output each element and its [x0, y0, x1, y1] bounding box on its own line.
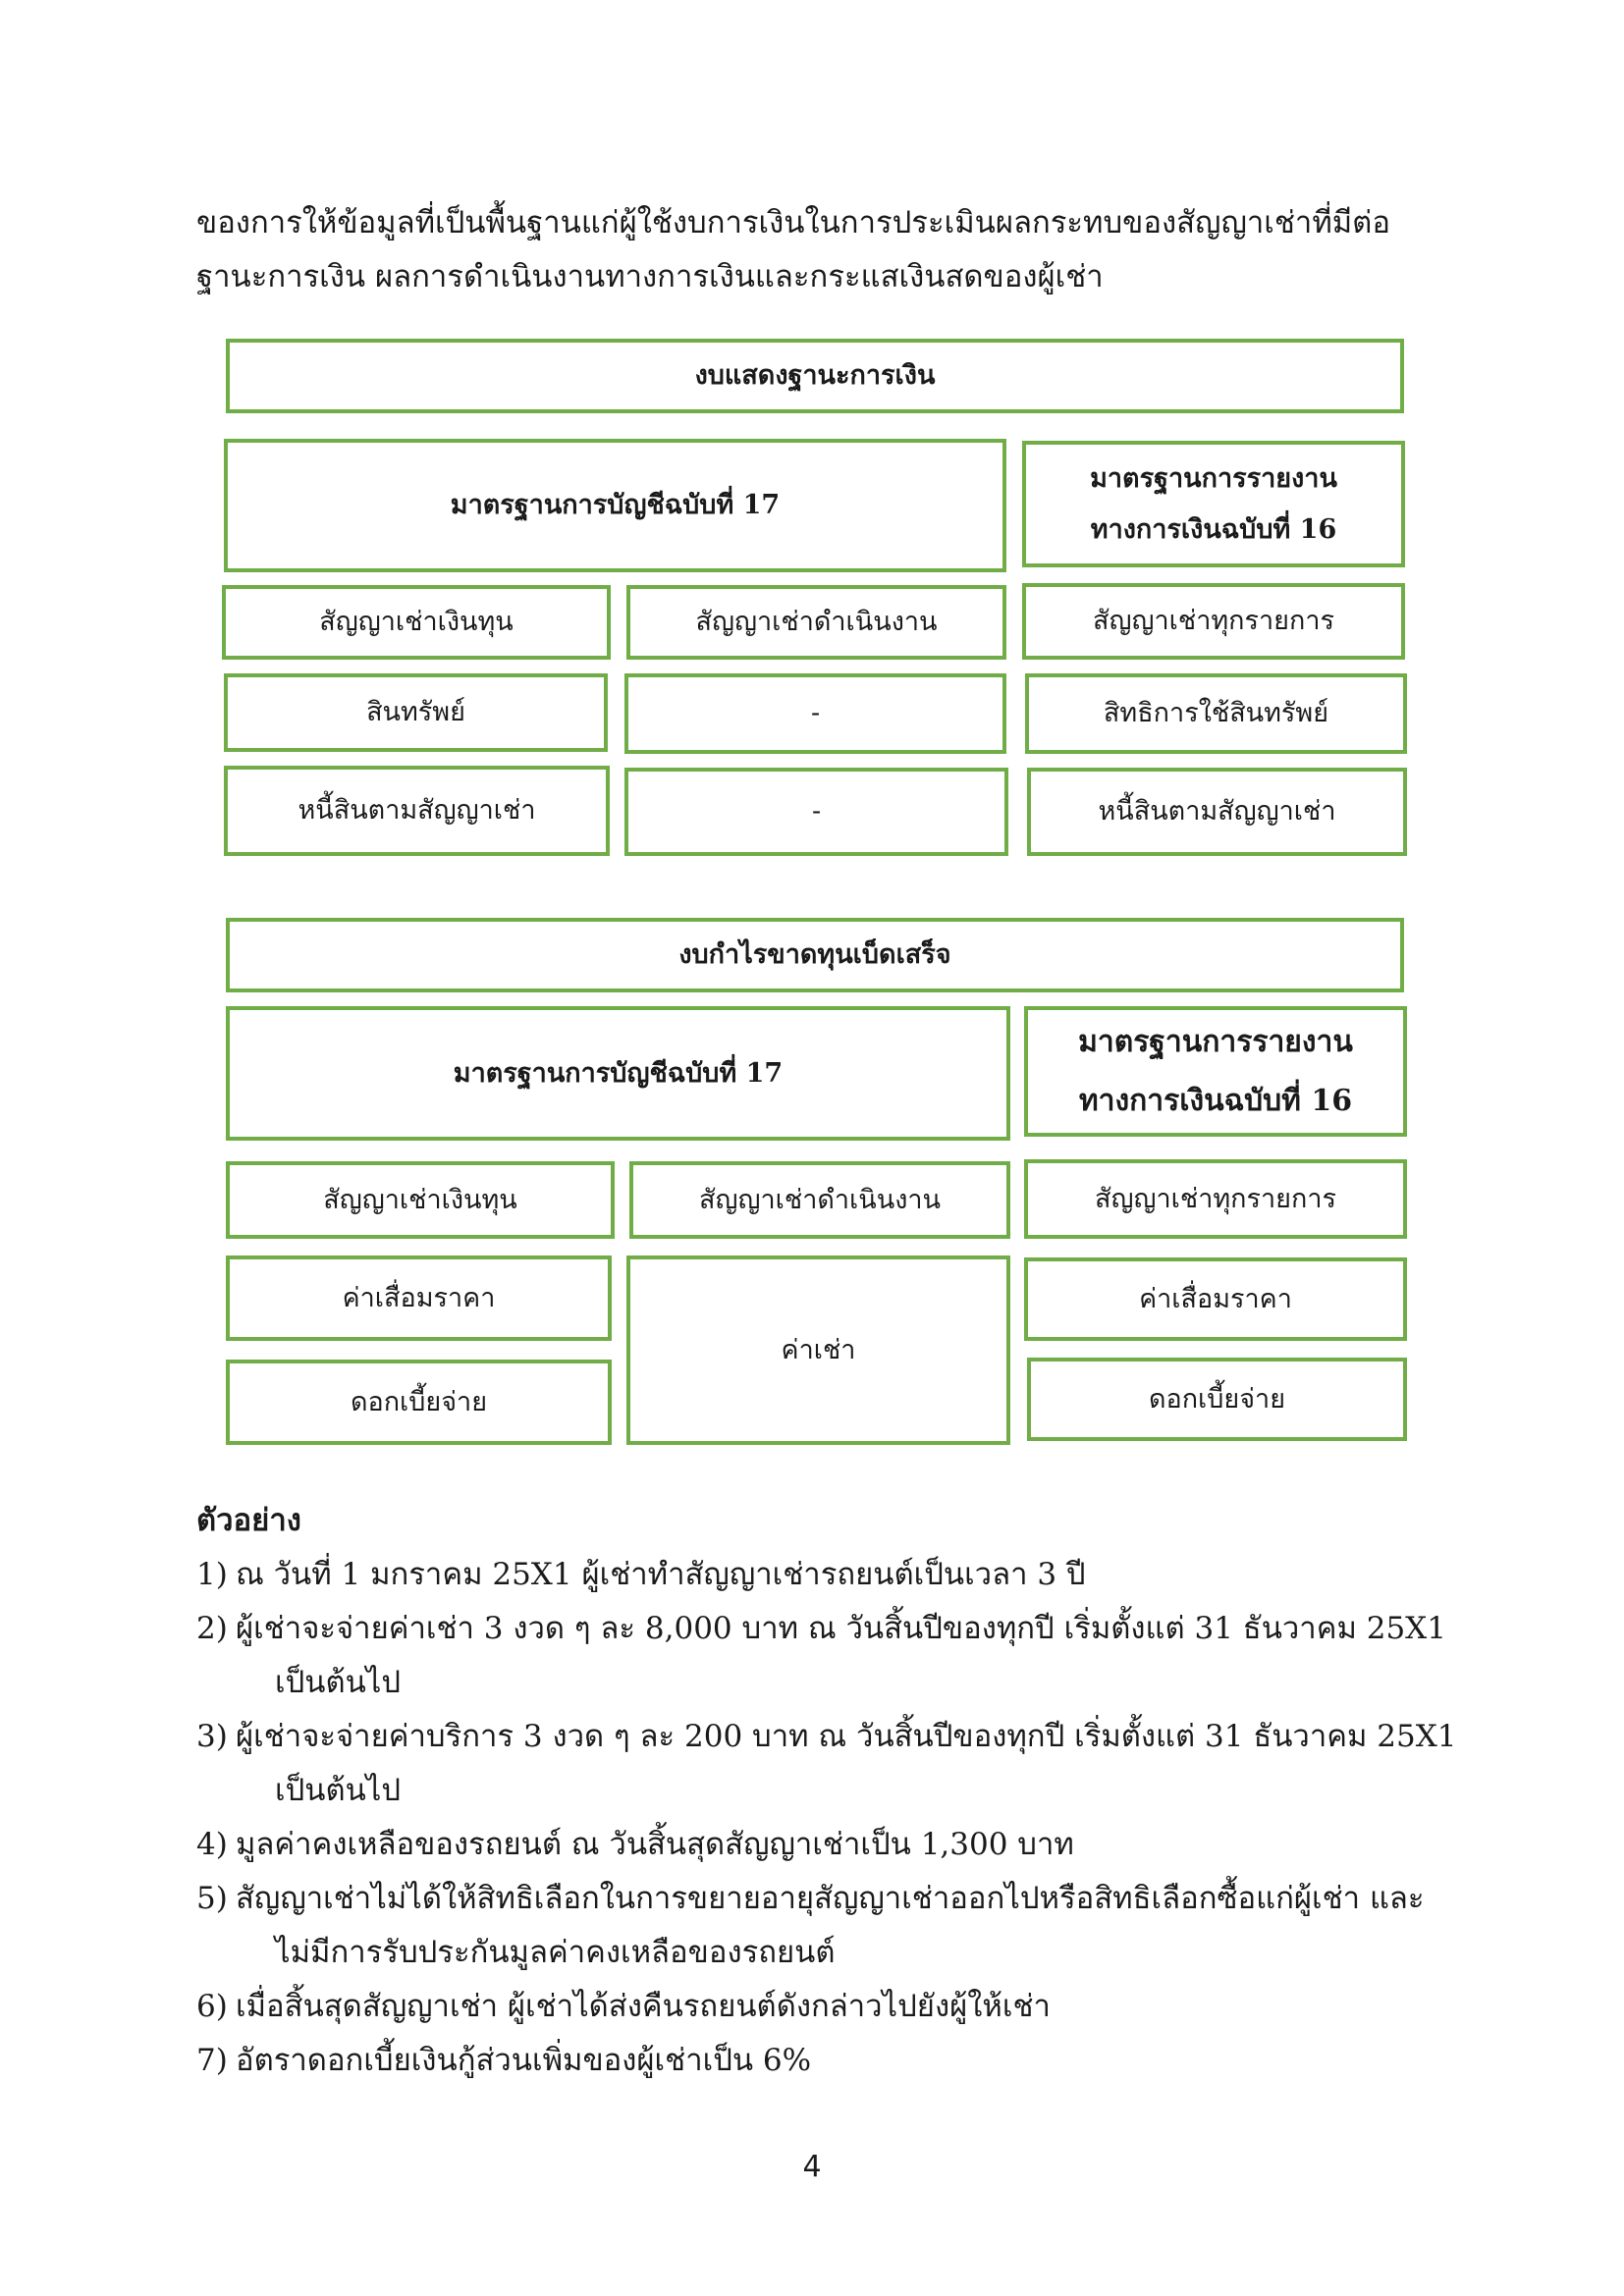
example-item-number: 2) — [196, 1611, 228, 1646]
example-item-text: มูลค่าคงเหลือของรถยนต์ ณ วันสิ้นสุดสัญญาเช่าเป็น 1,300 บาท — [236, 1827, 1074, 1862]
is-rent-expense-operating: ค่าเช่า — [626, 1255, 1010, 1445]
bs-col-operating-lease: สัญญาเช่าดำเนินงาน — [626, 585, 1006, 660]
example-item — [196, 2034, 1463, 2088]
bs-tfrs16-header: มาตรฐานการรายงานทางการเงินฉบับที่ 16 — [1022, 441, 1405, 567]
bs-liability-operating: - — [624, 768, 1008, 856]
example-section — [196, 1494, 1463, 2088]
example-item-text: เมื่อสิ้นสุดสัญญาเช่า ผู้เช่าได้ส่งคืนรถยนต์ดังกล่าวไปยังผู้ให้เช่า — [236, 1989, 1051, 2024]
example-item-number: 4) — [196, 1827, 228, 1862]
example-item-text: สัญญาเช่าไม่ได้ให้สิทธิเลือกในการขยายอายุสัญญาเช่าออกไปหรือสิทธิเลือกซื้อแก่ผู้เช่า และไม่มีการรับประกันมูลค่าคงเหลือของรถยนต์ — [236, 1881, 1425, 1970]
example-item-text: ณ วันที่ 1 มกราคม 25X1 ผู้เช่าทำสัญญาเช่ารถยนต์เป็นเวลา 3 ปี — [236, 1557, 1086, 1592]
example-item — [196, 1710, 1463, 1818]
balance-sheet-title: งบแสดงฐานะการเงิน — [226, 339, 1404, 413]
example-item — [196, 1818, 1463, 1872]
example-item-number: 5) — [196, 1881, 228, 1916]
example-item — [196, 1872, 1463, 1980]
example-heading: ตัวอย่าง — [196, 1503, 301, 1538]
bs-asset-finance: สินทรัพย์ — [224, 673, 608, 752]
bs-asset-operating: - — [624, 673, 1006, 754]
example-item-number: 6) — [196, 1989, 228, 2024]
example-item — [196, 1602, 1463, 1710]
is-depreciation-finance: ค่าเสื่อมราคา — [226, 1255, 612, 1341]
is-tfrs16-header: มาตรฐานการรายงานทางการเงินฉบับที่ 16 — [1024, 1006, 1407, 1137]
example-item-text: ผู้เช่าจะจ่ายค่าบริการ 3 งวด ๆ ละ 200 บาท ณ วันสิ้นปีของทุกปี เริ่มตั้งแต่ 31 ธันวาคม 25X1 เป็นต้นไป — [236, 1719, 1457, 1808]
example-item-text: ผู้เช่าจะจ่ายค่าเช่า 3 งวด ๆ ละ 8,000 บาท ณ วันสิ้นปีของทุกปี เริ่มตั้งแต่ 31 ธันวาคม 25X1 เป็นต้นไป — [236, 1611, 1446, 1700]
is-interest-all: ดอกเบี้ยจ่าย — [1027, 1358, 1407, 1441]
bs-col-finance-lease: สัญญาเช่าเงินทุน — [222, 585, 611, 660]
example-item-number: 3) — [196, 1719, 228, 1754]
bs-col-all-leases: สัญญาเช่าทุกรายการ — [1022, 583, 1405, 660]
example-item-text: อัตราดอกเบี้ยเงินกู้ส่วนเพิ่มของผู้เช่าเป็น 6% — [236, 2043, 812, 2078]
page-number: 4 — [802, 2150, 822, 2184]
example-item-number: 1) — [196, 1557, 228, 1592]
is-depreciation-all: ค่าเสื่อมราคา — [1024, 1257, 1407, 1341]
bs-std17-header: มาตรฐานการบัญชีฉบับที่ 17 — [224, 439, 1006, 572]
bs-asset-all: สิทธิการใช้สินทรัพย์ — [1025, 673, 1407, 754]
income-statement-title: งบกำไรขาดทุนเบ็ดเสร็จ — [226, 918, 1404, 992]
is-interest-finance: ดอกเบี้ยจ่าย — [226, 1360, 612, 1445]
is-col-finance-lease: สัญญาเช่าเงินทุน — [226, 1161, 615, 1239]
example-item — [196, 1548, 1463, 1602]
bs-liability-all: หนี้สินตามสัญญาเช่า — [1027, 768, 1407, 856]
is-col-operating-lease: สัญญาเช่าดำเนินงาน — [629, 1161, 1010, 1239]
bs-liability-finance: หนี้สินตามสัญญาเช่า — [224, 766, 610, 856]
example-item — [196, 1980, 1463, 2034]
is-col-all-leases: สัญญาเช่าทุกรายการ — [1024, 1159, 1407, 1239]
is-std17-header: มาตรฐานการบัญชีฉบับที่ 17 — [226, 1006, 1010, 1141]
example-item-number: 7) — [196, 2043, 228, 2078]
intro-paragraph: ของการให้ข้อมูลที่เป็นพื้นฐานแก่ผู้ใช้งบการเงินในการประเมินผลกระทบของสัญญาเช่าที่มีต่อฐานะการเงิน ผลการดำเนินงานทางการเงินและกระแสเงินสดของผู้เช่า — [196, 205, 1390, 294]
